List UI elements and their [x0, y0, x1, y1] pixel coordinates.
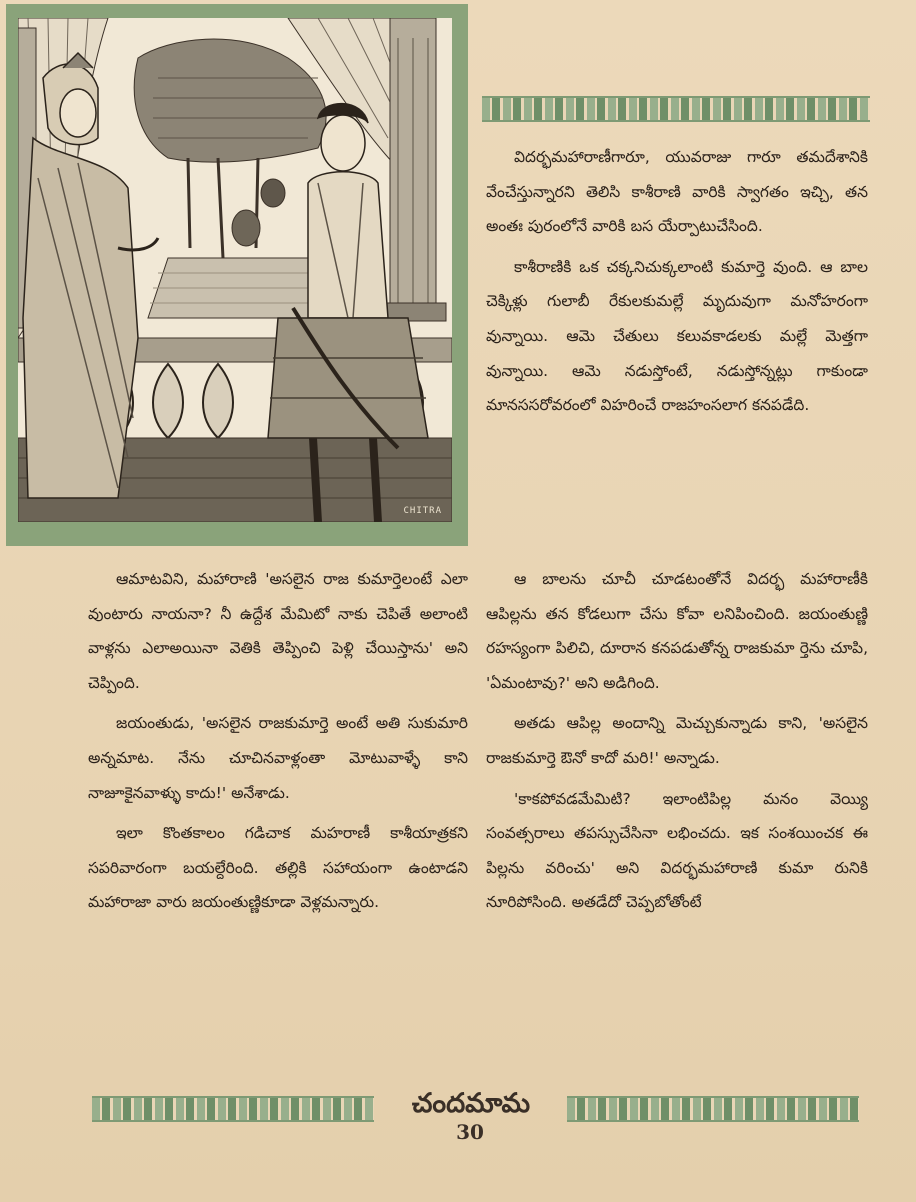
- paragraph: ఇలా కొంతకాలం గడిచాక మహరాణీ కాశీయాత్రకని సపరివారంగా బయల్దేరింది. తల్లికి సహాయంగా ఉంటాడని మహారాజా వారు జయంతుణ్ణికూడా వెళ్లమన్నారు.: [88, 824, 468, 912]
- paragraph: 'కాకపోవడమేమిటి? ఇలాంటిపిల్ల మనం వెయ్యి సంవత్సరాలు తపస్సుచేసినా లభించదు. ఇక సంశయించక ఈ పిల్లను వరించు' అని విదర్భమహారాణి కుమా రునికి నూరిపోసింది. అతడేదో చెప్పబోతోంటే: [486, 789, 868, 912]
- decorative-border-footer-left: [92, 1096, 374, 1122]
- paragraph: ఆ బాలను చూచీ చూడటంతోనే విదర్భ మహారాణీకి ఆపిల్లను తన కోడలుగా చేసు కోవా లనిపించింది. జయంతుణ్ణి రహస్యంగా పిలిచి, దూరాన కనపడుతోన్న రాజకుమా ర్తెను చూపి, 'ఏమంటావు?' అని అడిగింది.: [486, 570, 868, 692]
- illustration: [18, 18, 452, 522]
- decorative-border-top: [482, 96, 870, 122]
- paragraph: ఆమాటవిని, మహారాణి 'అసలైన రాజ కుమార్తెలంటే ఎలా వుంటారు నాయనా? నీ ఉద్దేశ మేమిటో నాకు చెపితే అలాంటి వాళ్లను ఎలాఅయినా వెతికి తెప్పించి పెళ్లి చేయిస్తాను' అని చెప్పింది.: [88, 570, 468, 692]
- artist-signature: CHITRA: [403, 506, 442, 516]
- paragraph: అతడు ఆపిల్ల అందాన్ని మెచ్చుకున్నాడు కాని, 'అసలైన రాజకుమార్తె ఔనో కాదో మరి!' అన్నాడు.: [486, 714, 868, 767]
- decorative-border-footer-right: [567, 1096, 859, 1122]
- text-column-left: [88, 562, 468, 926]
- paragraph: జయంతుడు, 'అసలైన రాజకుమార్తె అంటే అతి సుకుమారి అన్నమాట. నేను చూచినవాళ్లంతా మోటువాళ్ళే కాని నాజూకైనవాళ్ళు కాదు!' అనేశాడు.: [88, 714, 468, 802]
- text-column-right-top: [486, 140, 868, 429]
- paragraph: కాశీరాణికి ఒక చక్కనిచుక్కలాంటి కుమార్తె వుంది. ఆ బాల చెక్కిళ్లు గులాబీ రేకులకుమల్లే మృదువుగా మనోహరంగా వున్నాయి. ఆమె చేతులు కలువకాడలకు మల్లే మెత్తగా వున్నాయి. ఆమె నడుస్తోంటే, నడుస్తోన్నట్లు గాకుండా మానససరోవరంలో విహరించే రాజహంసలాగ కనపడేది.: [486, 257, 868, 415]
- illustration-frame: [6, 4, 468, 546]
- text-column-right-bottom: [486, 562, 868, 926]
- illustration-drawing: [18, 18, 452, 522]
- magazine-title: చందమామ: [411, 1088, 531, 1119]
- paragraph: విదర్భమహారాణీగారూ, యువరాజు గారూ తమదేశానికి వేంచేస్తున్నారని తెలిసి కాశీరాణి వారికి స్వాగతం ఇచ్చి, తన అంతః పురంలోనే వారికి బస యేర్పాటుచేసింది.: [486, 148, 868, 236]
- page-number: 30: [456, 1120, 484, 1144]
